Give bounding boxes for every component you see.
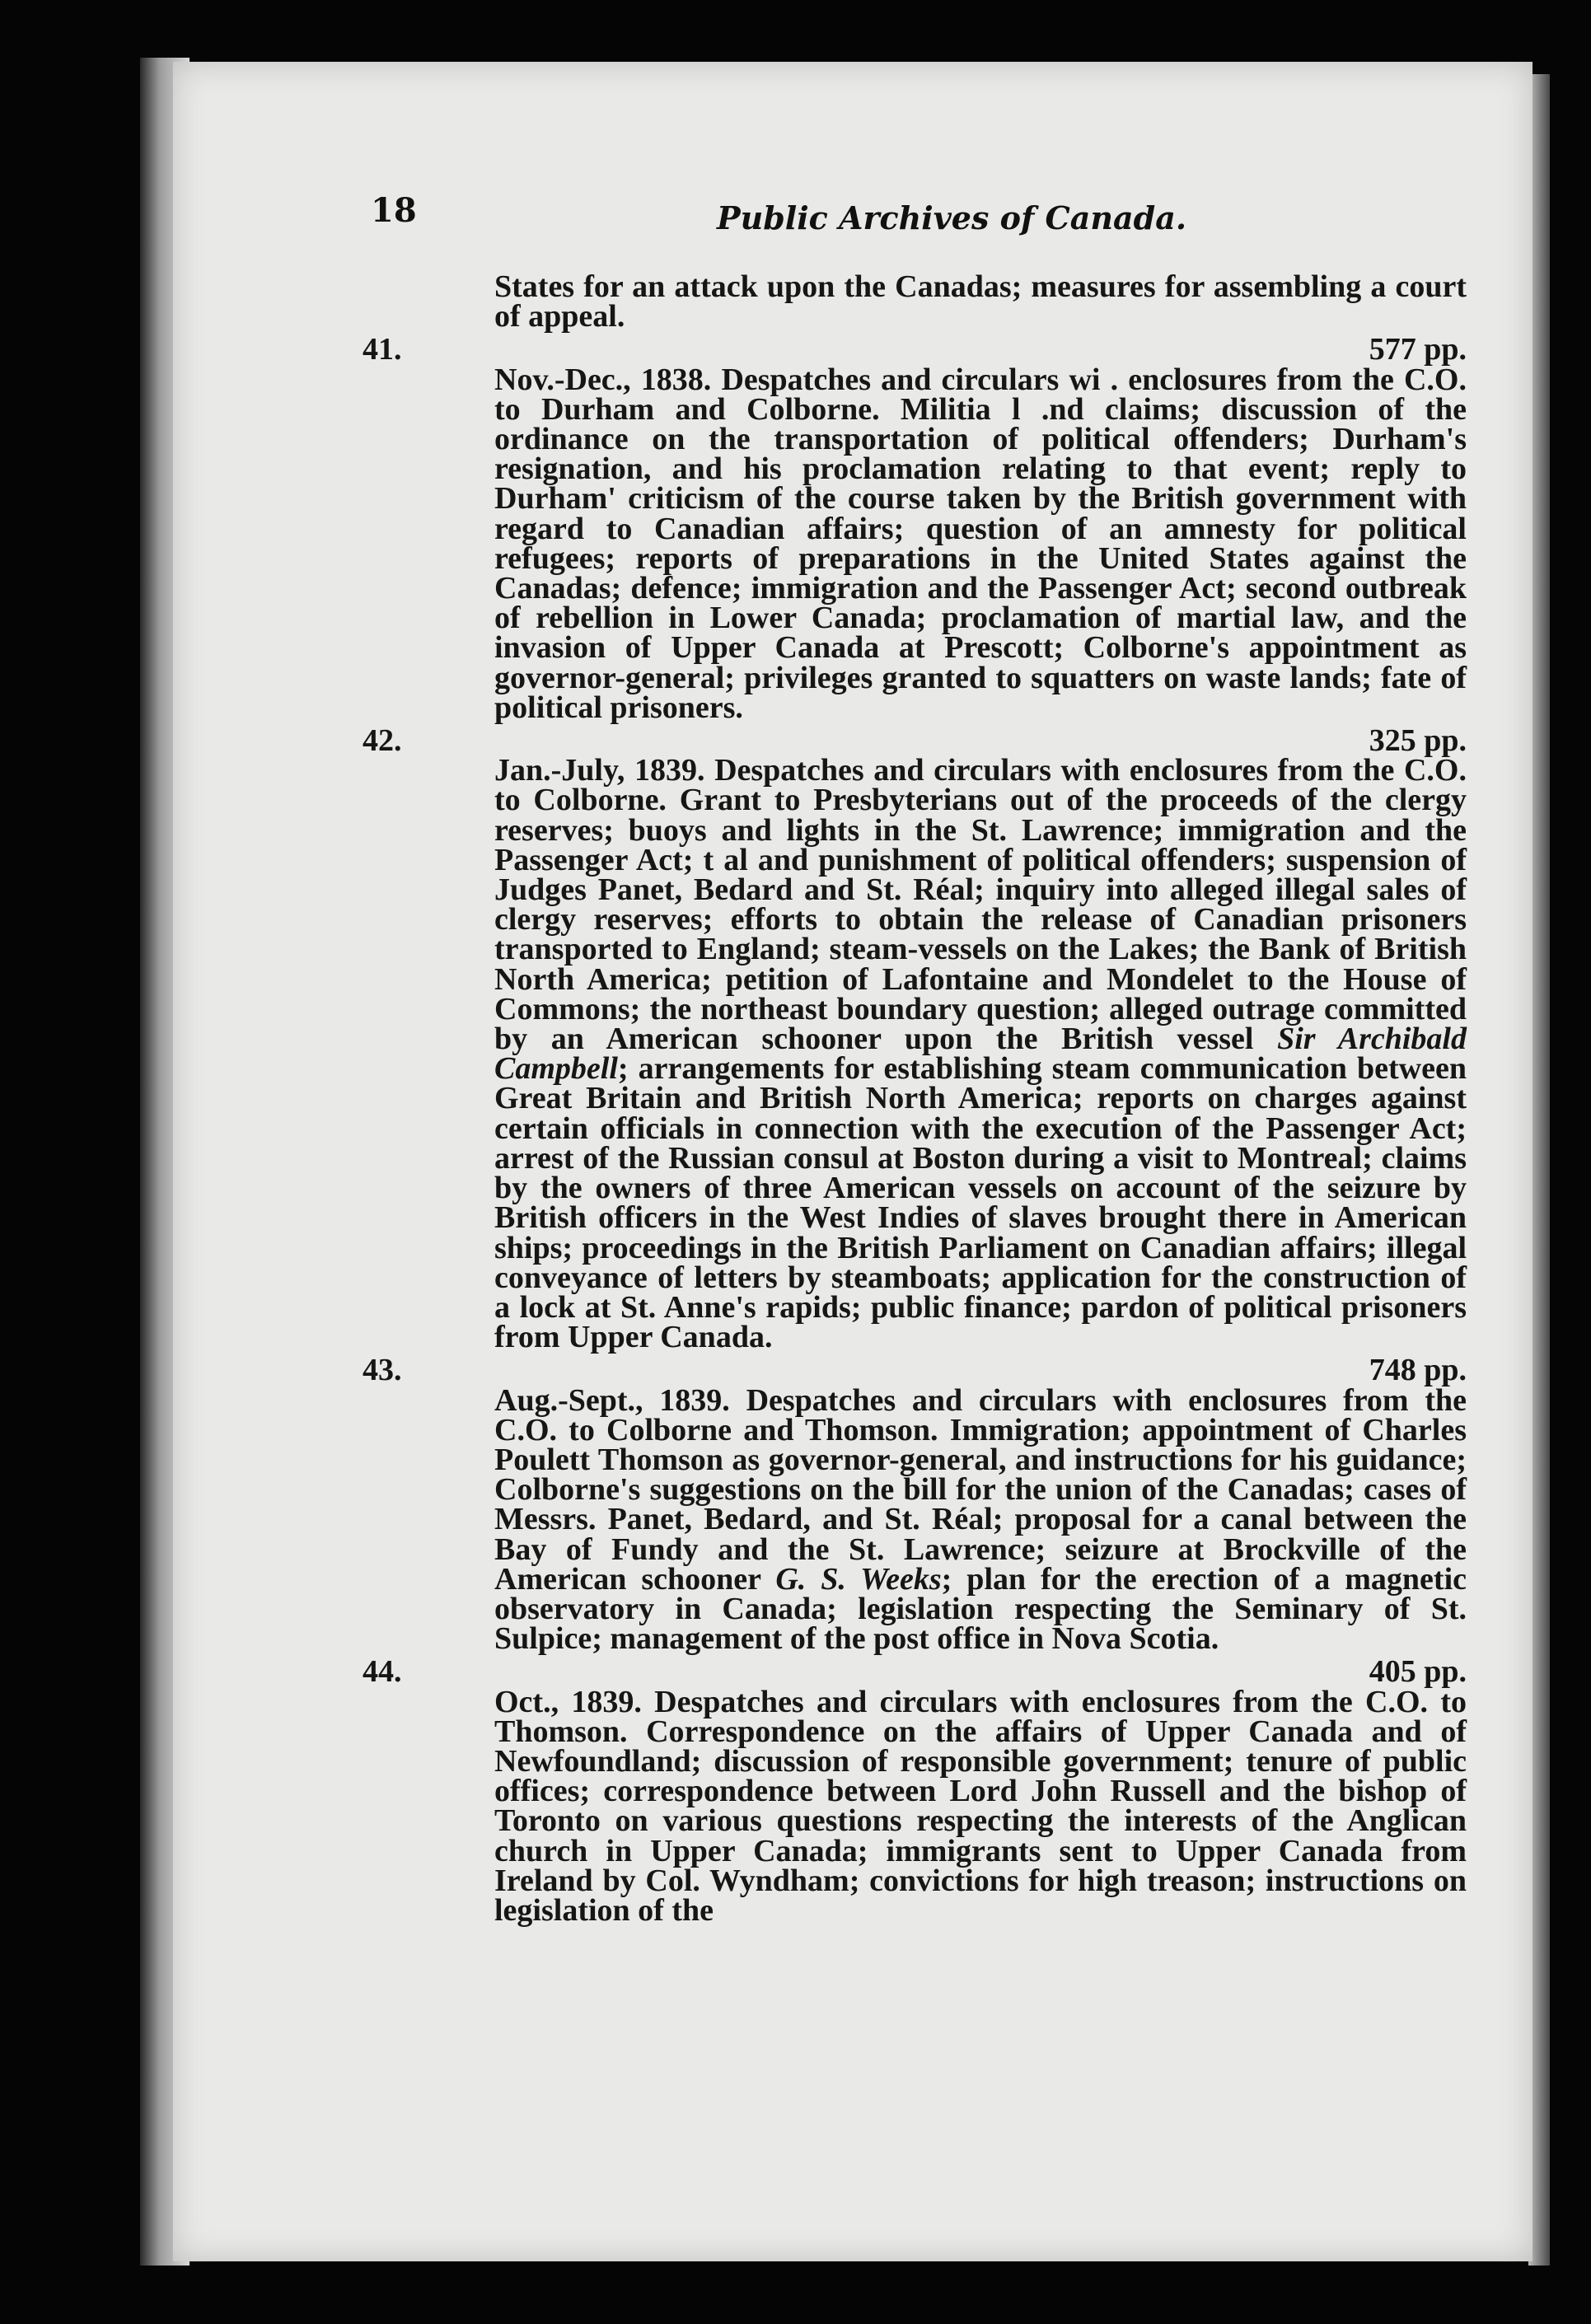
vessel-name: G. S. Weeks	[775, 1561, 942, 1597]
entry-text-part: Jan.-July, 1839. Despatches and circulars with enclosures from the C.O. to Colborne. Grant to Presbyterians out of the proceeds of the clergy reserves; buoys and lights in the St. Lawrence; immigration and the Passenger Act; t al and punishment of political offenders; suspension of Judges Panet, Bedard and St. Réal; inquiry into alleged illegal sales of clergy reserves; efforts to obtain the release of Canadian prisoners transported to England; steam-vessels on the Lakes; the Bank of British North America; petition of Lafontaine and Mondelet to the House of Commons; the northeast boundary question; alleged outrage committed by an American schooner upon the British vessel	[494, 753, 1467, 1057]
entry-description: Oct., 1839. Despatches and circulars with enclosures from the C.O. to Thomson. Correspondence on the affairs of Upper Canada and of Newfoundland; discussion of responsible government; tenure of public offices; correspondence between Lord John Russell and the bishop of Toronto on various questions respecting the interests of the Anglican church in Upper Canada; immigrants sent to Upper Canada from Ireland by Col. Wyndham; convictions for high treason; instructions on legislation of the	[494, 1684, 1467, 1928]
vessel-name: Sir Archibald Campbell	[494, 1022, 1467, 1087]
entry-page-count: 405 pp.	[1369, 1654, 1467, 1690]
entry-44	[363, 1654, 1467, 1928]
entry-text-part: ; arrangements for establishing steam communication between Great Britain and British North America; reports on charges against certain officials in connection with the execution of the Passenger Act; arrest of the Russian consul at Boston during a visit to Montreal; claims by the owners of three American vessels on account of the seizure by British officers in the West Indies of slaves brought there in American ships; proceedings in the British Parliament on Canadian affairs; illegal conveyance of letters by steamboats; application for the construction of a lock at St. Anne's rapids; public finance; pardon of political prisoners from Upper Canada.	[494, 1051, 1467, 1355]
entry-number: 42.	[363, 723, 402, 759]
volume-entries	[363, 269, 1467, 1929]
entry-page-count: 577 pp.	[1369, 332, 1467, 367]
entry-text-part: ; plan for the erection of a magnetic observatory in Canada; legislation respecting the Seminary of St. Sulpice; management of the post office in Nova Scotia.	[494, 1561, 1467, 1657]
running-head	[371, 191, 1458, 249]
entry-42	[363, 723, 1467, 1355]
entry-page-count: 748 pp.	[1369, 1353, 1467, 1388]
continuation-paragraph: States for an attack upon the Canadas; measures for assembling a court of appeal.	[494, 269, 1467, 334]
page-number: 18	[371, 191, 417, 230]
entry-description	[494, 1382, 1467, 1657]
page-title: Public Archives of Canada.	[717, 199, 1187, 236]
entry-number: 44.	[363, 1654, 402, 1690]
entry-description: Nov.-Dec., 1838. Despatches and circulars wi . enclosures from the C.O. to Durham and Colborne. Militia l .nd claims; discussion of the ordinance on the transportation of political offenders; Durham's resignation, and his proclamation relating to that event; reply to Durham' criticism of the course taken by the British government with regard to Canadian affairs; question of an amnesty for political refugees; reports of preparations in the United States against the Canadas; defence; immigration and the Passenger Act; second outbreak of rebellion in Lower Canada; proclamation of martial law, and the invasion of Upper Canada at Prescott; Colborne's appointment as governor-general; privileges granted to squatters on waste lands; fate of political prisoners.	[494, 362, 1467, 725]
entry-number: 41.	[363, 332, 402, 367]
entry-43	[363, 1353, 1467, 1657]
entry-41	[363, 332, 1467, 725]
entry-description	[494, 753, 1467, 1355]
entry-text-part: Aug.-Sept., 1839. Despatches and circulars with enclosures from the C.O. to Colborne and Thomson. Immigration; appointment of Charles Poulett Thomson as governor-general, and instructions for his guidance; Colborne's suggestions on the bill for the union of the Canadas; cases of Messrs. Panet, Bedard, and St. Réal; proposal for a canal between the Bay of Fundy and the St. Lawrence; seizure at Brockville of the American schooner	[494, 1382, 1467, 1597]
entry-page-count: 325 pp.	[1369, 723, 1467, 759]
entry-number: 43.	[363, 1353, 402, 1388]
